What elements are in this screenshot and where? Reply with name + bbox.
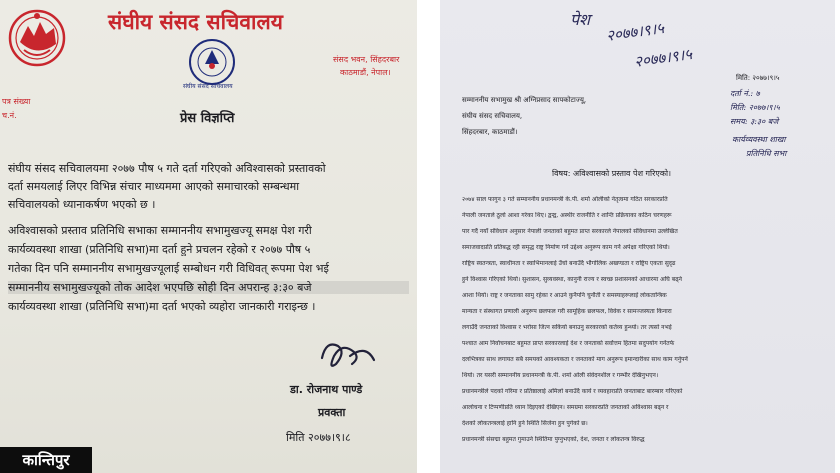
handwritten-note-3: २०७७।९।५ (633, 45, 694, 71)
handwritten-registration-line-1: दर्ता नं.: ७ (730, 89, 760, 98)
body-line-10: पश्चात आम निर्वाचनबाट बहुमत प्राप्त सरकारलाई देश र जनताको सर्वोत्तम हितमा सदुपयोग गर्नेतर्फ (462, 340, 675, 347)
no-confidence-motion-document (440, 0, 835, 473)
subject-line: विषय: अविश्वासको प्रस्ताव पेश गरिएको। (552, 169, 672, 178)
body-line-16: प्रधानमन्त्री संसद्मा बहुमत गुमाउने स्थितिमा पुग्नुभएको, देश, जनता र लोकतन्त्र विरुद्ध (462, 436, 645, 443)
body-line-11: दलभित्रका साथ लगायत सबै समयको आवश्यकता र जनताको माग अनुरूप इमान्दारीका साथ काम गर्नुपर्ने (462, 356, 688, 363)
handwritten-note-1: पेश (570, 10, 590, 29)
handwritten-registration-line-2: मिति: २०७७।९।५ (730, 103, 780, 112)
press-release-heading: प्रेस विज्ञप्ति (180, 111, 235, 126)
addressee-line-3: सिंहदरबार, काठमाडौं। (462, 128, 518, 136)
paragraph-1-line-1: संघीय संसद सचिवालयमा २०७७ पौष ५ गते दर्ता गरिएको अविश्वासको प्रस्तावको (8, 162, 326, 175)
secretariat-round-seal (187, 38, 237, 86)
press-release-document (0, 0, 417, 473)
handwritten-registration-line-4: कार्यव्यवस्था शाखा (732, 135, 786, 144)
kantipur-logo: कान्तिपुर (0, 447, 92, 473)
handwritten-signature (316, 334, 382, 374)
body-line-15: देशको लोकतन्त्रलाई हानि हुने स्थिति सिर्जना हुन पुगेको छ। (462, 420, 588, 427)
printed-date: मिति: २०७७।९।५ (736, 74, 780, 82)
body-line-9: लगाउँदै जनताको विश्वास र भरोसा जित्न सकियो बनाउनु सरकारको कर्तव्य हुन्थ्यो। तर त्यसो नभई (462, 324, 672, 331)
body-line-6: हुने विश्वास गरिएको थियो। सुशासन, सुव्यवस्था, कानुनी राज्य र स्वच्छ प्रशासनको आधारमा अघि बढ्ने (462, 276, 682, 283)
handwritten-registration-line-3: समय: ३:३० बजे (730, 117, 779, 126)
paragraph-1-line-3: सचिवालयको ध्यानाकर्षण भएको छ । (8, 198, 156, 211)
paragraph-2-line-5: कार्यव्यवस्था शाखा (प्रतिनिधि सभा)मा दर्ता भएको व्यहोरा जानकारी गराइन्छ । (8, 300, 316, 313)
body-line-2: नेपाली जनताले ठूलो आशा गरेका थिए। द्वन्द्व, अस्थीर राजनीति र शान्ति प्रक्रियाका कठिन चरणहरू (462, 212, 672, 219)
document-date: मिति २०७७।९।८ (286, 431, 351, 444)
handwritten-registration-line-5: प्रतिनिधि सभा (746, 149, 787, 158)
address-line-2: काठमाडौं, नेपाल। (340, 68, 391, 77)
nepal-emblem-icon (6, 8, 68, 68)
body-line-13: प्रधानमन्त्रीले पदको गरिमा र प्रतिष्ठालाई अमिलो बनाउँदै कार्य र व्यवहारप्रति जनताबाट बारम्बार गरिएको (462, 388, 683, 395)
paragraph-2-line-2: कार्यव्यवस्था शाखा (प्रतिनिधि सभा)मा दर्ता हुने प्रचलन रहेको र २०७७ पौष ५ (8, 243, 311, 256)
body-line-4: समाजवादप्रति प्रतिबद्ध रही समृद्ध राष्ट्र निर्माण गर्ने उद्देश्य अनुरूप काम गर्ने अपेक्षा गरिएको थियो। (462, 244, 670, 251)
paragraph-1-line-2: दर्ता समयलाई लिएर विभिन्न संचार माध्यममा आएको समाचारको सम्बन्धमा (8, 180, 300, 193)
reference-number-label: पत्र संख्या (2, 97, 31, 106)
body-line-7: आशा थियो। राष्ट्र र जनताका सामु रहेका र आउने कुनैपनि चुनौती र समस्याहरूलाई लोकतान्त्रिक (462, 292, 667, 299)
secretariat-title: संघीय संसद सचिवालय (108, 10, 283, 34)
seal-text: संघीय संसद सचिवालय (183, 83, 233, 90)
addressee-line-1: सम्माननीय सभामुख श्री अग्निप्रसाद सापकोटाज्यू, (462, 96, 587, 104)
address-line-1: संसद भवन, सिंहदरबार (333, 55, 400, 64)
body-line-5: राष्ट्रिय स्वतन्त्रता, स्वाधीनता र स्वाभिमानलाई उँचो बनाउँदै भौगोलिक अखण्डता र राष्ट्रिय एकता सुदृढ (462, 260, 676, 267)
body-line-12: थियो। तर यसरी सम्माननीय प्रधानमन्त्री के.पी. शर्मा ओली संवेदनशील र गम्भीर देखिनुभएन। (462, 372, 659, 379)
paragraph-2-line-4: सम्माननीय सभामुखज्यूको तोक आदेश भएपछि सोही दिन अपरान्ह ३:३० बजे (8, 281, 409, 294)
paragraph-2-line-1: अविश्वासको प्रस्ताव प्रतिनिधि सभाका सम्माननीय सभामुखज्यू समक्ष पेश गरी (8, 224, 312, 237)
addressee-line-2: संघीय संसद सचिवालय, (462, 112, 523, 120)
signer-role: प्रवक्ता (318, 406, 346, 419)
body-line-1: २०७४ साल फागुन ३ गते सम्माननीय प्रधानमन्त्री के.पी. शर्मा ओलीको नेतृत्वमा गठित सरकारप्रति (462, 196, 668, 203)
dispatch-number-label: च.नं. (2, 111, 17, 120)
body-line-3: पार गर्दै नयाँ संविधान अनुसार नेपाली जनताको बहुमत प्राप्त सरकारले नेपालको संविधानमा उल्लेखित (462, 228, 678, 235)
body-line-8: मान्यता र संस्थागत प्रणाली अनुरूप छलफल गरी सामूहिक छलफल, विवेक र सामञ्जस्यता किनारा (462, 308, 672, 315)
body-line-14: आलोचना र टिप्पणीप्रति ध्यान दिइएको देखिएन। समग्रमा सरकारप्रति जनताको अविश्वास बढ्न र (462, 404, 669, 411)
paragraph-2-line-3: गतेका दिन पनि सम्माननीय सभामुखज्यूलाई सम्बोधन गरी विधिवत् रूपमा पेश भई (8, 262, 329, 275)
signer-name: डा. रोजनाथ पाण्डे (290, 383, 363, 396)
handwritten-note-2: २०७७।९।५ (605, 19, 666, 45)
